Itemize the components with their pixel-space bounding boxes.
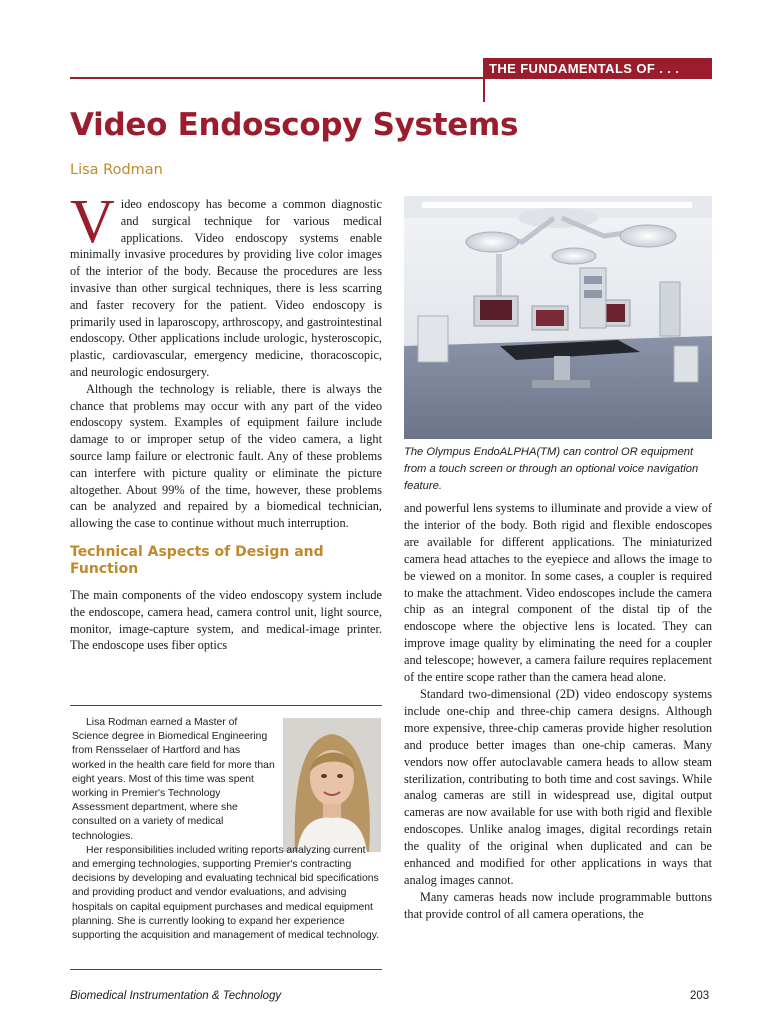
section-tag: THE FUNDAMENTALS OF . . . xyxy=(483,58,712,79)
bio-paragraph: Lisa Rodman earned a Master of Science degree in Biomedical Engineering from Rensselaer of Hartford and has worked in the health care field for more than eight years. Most of this time was spent working in Premier's Technology Assessment department, where she consulted on a variety of medical technologies. xyxy=(72,717,275,842)
header-rule xyxy=(70,77,485,79)
body-paragraph: Although the technology is reliable, there is always the chance that problems may occur with any part of the video endoscopy system. Examples of equipment failure include damage to or improper setup of the video camera, a light source lamp failure or electronic fault. Any of these problems can interfere with picture quality or eliminate the picture altogether. About 99% of the time, however, these problems can be analyzed and repaired by a biomedical technician, allowing the case to continue without much interruption. xyxy=(70,381,382,531)
bio-paragraph: Her responsibilities included writing reports analyzing current and emerging technologies, supporting Premier's contracting decisions by developing and evaluating technical bid specifications and providing product and vendor evaluations, and advising hospitals on capital equipment purchases and medical equipment planning. She is currently looking to expand her experience supporting the acquisition and management of medical technology. xyxy=(72,844,380,942)
bio-rule-top xyxy=(70,705,382,706)
author-bio xyxy=(72,716,382,943)
drop-cap: V xyxy=(70,188,115,256)
left-column xyxy=(70,188,382,654)
body-paragraph: and powerful lens systems to illuminate and provide a view of the interior of the body. Both rigid and flexible endoscopes are available for different applications. The miniaturized camera head attaches to the eyepiece and allows the image to be viewed on a monitor. In some cases, a coupler is required to make the attachment. Video endoscopes include the camera chip as an integral component of the distal tip of the endoscope where the objective lens is located. They can improve image quality by eliminating the need for a coupler and telescope; however, a camera failure requires replacement of the entire scope rather than the camera head alone. xyxy=(404,501,712,685)
body-paragraph: Many cameras heads now include programmable buttons that provide control of all camera operations, the xyxy=(404,889,712,921)
intro-text: ideo endoscopy has become a common diagnostic and surgical technique for various medical applications. Video endoscopy systems enable minimally invasive procedures by providing live color images of the interior of the body. Because the procedures are less invasive than other surgical techniques, there is less scarring and faster recovery for the patient. Video endoscopy is primarily used in laparoscopy, arthroscopy, and gastrointestinal endoscopy. Other applications include urologic, hysteroscopic, plastic, cardiovascular, emergency medicine, thoracoscopic, and neurologic endosurgery. xyxy=(70,197,382,379)
page-number: 203 xyxy=(690,990,710,1002)
section-subheading: Technical Aspects of Design and Function xyxy=(70,543,324,577)
operating-room-photo xyxy=(404,196,712,439)
intro-paragraph xyxy=(70,188,382,381)
photo-caption: The Olympus EndoALPHA(TM) can control OR equipment from a touch screen or through an optional voice navigation feature. xyxy=(404,446,699,492)
bio-rule-bottom xyxy=(70,969,382,970)
article-title: Video Endoscopy Systems xyxy=(70,107,519,143)
journal-name: Biomedical Instrumentation & Technology xyxy=(70,990,282,1002)
right-column xyxy=(404,500,712,923)
body-paragraph: The main components of the video endoscopy system include the endoscope, camera head, camera control unit, light source, monitor, image-capture system, and medical-image printer. The endoscope uses fiber optics xyxy=(70,587,382,653)
body-paragraph: Standard two-dimensional (2D) video endoscopy systems include one-chip and three-chip camera designs. Although more expensive, three-chip cameras provide higher resolution and produce better images than one-chip cameras. Many vendors now offer autoclavable camera heads to allow steam sterilization, contributing to both time and cost savings. While analog cameras are still in widespread use, digital output cameras are now available for use with both rigid and flexible endoscopes. Unlike analog images, digital recordings retain the quality of the original when duplicated and can be enhanced and modified for other applications in ways that analog images cannot. xyxy=(404,686,712,887)
article-author: Lisa Rodman xyxy=(70,162,163,178)
